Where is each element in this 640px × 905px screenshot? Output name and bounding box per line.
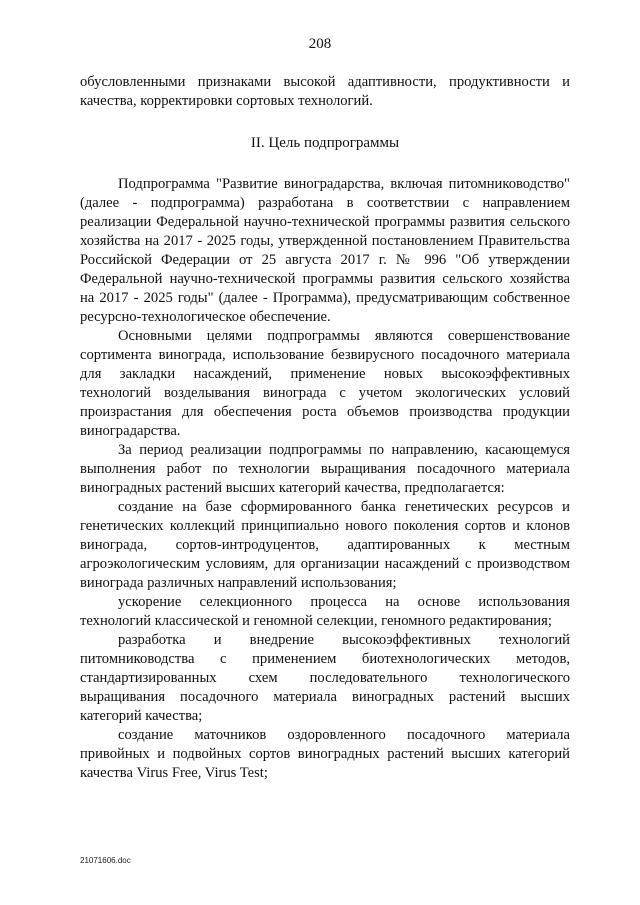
list-item-acceleration: ускорение селекционного процесса на основе использования технологий классической и геномной селекции, геномного редактирования;	[80, 594, 570, 629]
paragraph-period: За период реализации подпрограммы по направлению, касающемуся выполнения работ по технологии выращивания посадочного материала виноградных растений высших категорий качества, предполагается:	[80, 442, 570, 496]
list-item-creation: создание на базе сформированного банка генетических ресурсов и генетических коллекций принципиально нового поколения сортов и клонов винограда, сортов-интродуцентов, адаптированных к местным агроэкологическим условиям, для организации насаждений с производством винограда различных направлений использования;	[80, 499, 570, 591]
document-filename: 21071606.doc	[80, 856, 131, 865]
paragraph-purpose: Подпрограмма "Развитие виноградарства, включая питомниководство" (далее - подпрограмма) разработана в соответствии с направлением реализации Федеральной научно-технической программы развития сельского хозяйства на 2017 - 2025 годы, утвержденной постановлением Правительства Российской Федерации от 25 августа 2017 г. № 996 "Об утверждении Федеральной научно-технической программы развития сельского хозяйства на 2017 - 2025 годы" (далее - Программа), предусматривающим собственное ресурсно-технологическое обеспечение.	[80, 176, 570, 325]
page-body	[80, 73, 570, 783]
intro-paragraph: обусловленными признаками высокой адаптивности, продуктивности и качества, корректировки сортовых технологий.	[80, 74, 570, 109]
paragraph-goals: Основными целями подпрограммы являются совершенствование сортимента винограда, использование безвирусного посадочного материала для закладки насаждений, применение новых высокоэффективных технологий возделывания винограда с учетом экологических условий произрастания для обеспечения роста объемов производства продукции виноградарства.	[80, 328, 570, 439]
page-number: 208	[308, 36, 332, 52]
list-item-development: разработка и внедрение высокоэффективных технологий питомниководства с применением биотехнологических методов, стандартизированных схем последовательного технологического выращивания посадочного материала виноградных растений высших категорий качества;	[80, 632, 570, 724]
section-heading: II. Цель подпрограммы	[250, 135, 400, 151]
list-item-mother-plantations: создание маточников оздоровленного посадочного материала привойных и подвойных сортов виноградных растений высших категорий качества Virus Free, Virus Test;	[80, 727, 570, 781]
